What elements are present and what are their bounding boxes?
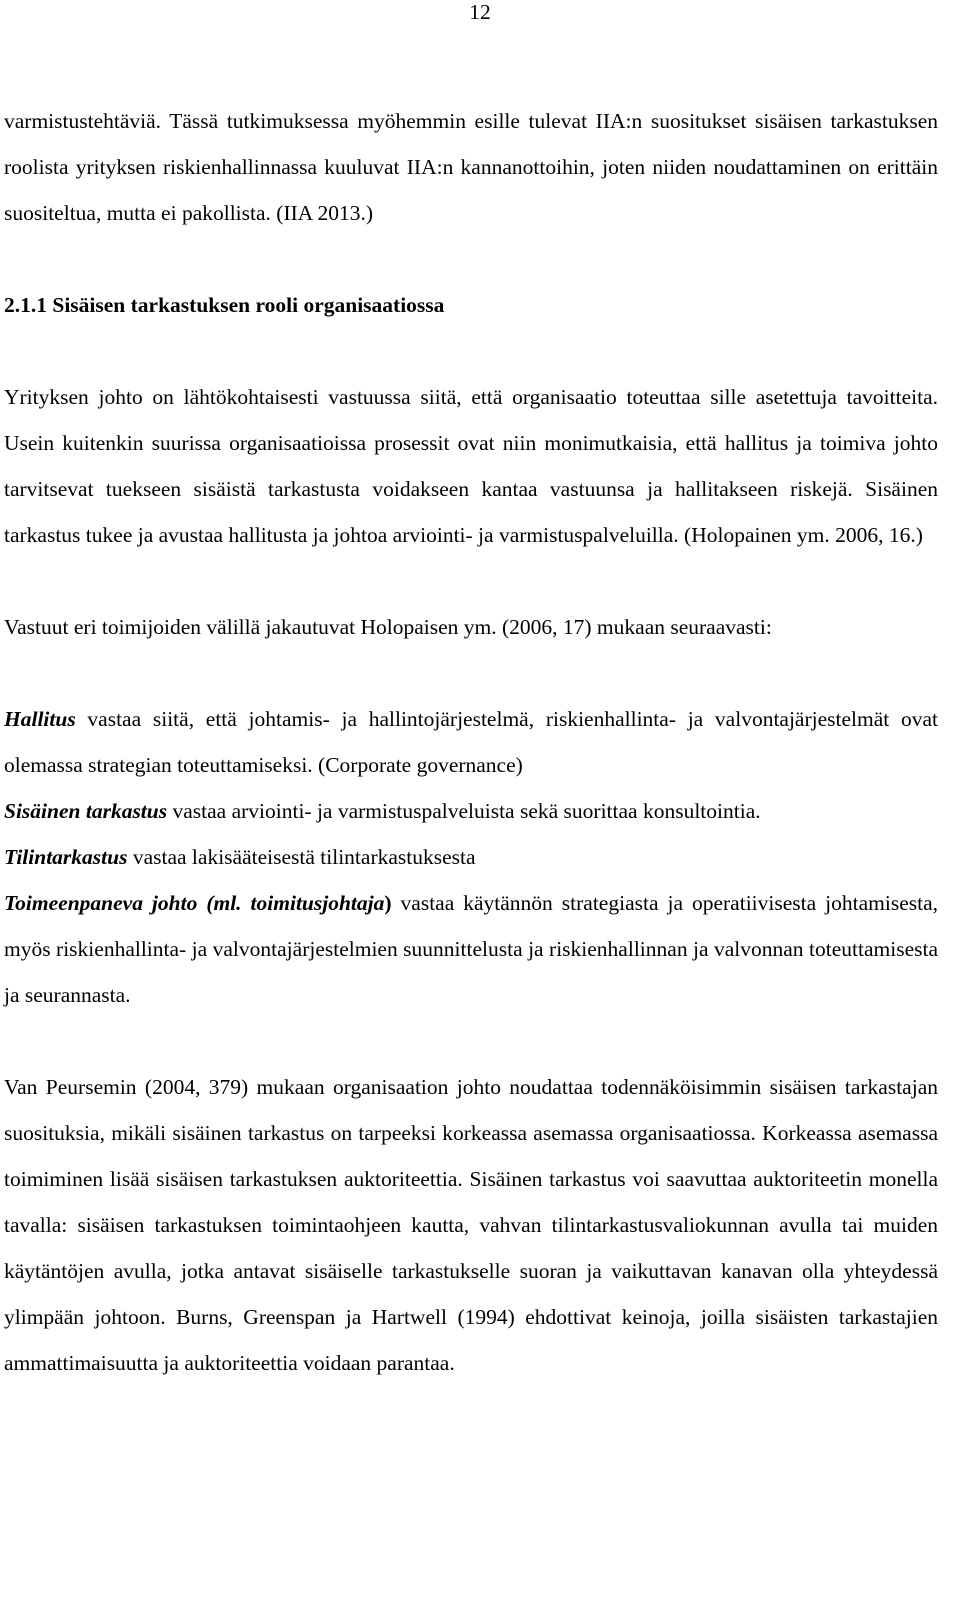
role-name-board: Hallitus	[4, 707, 76, 731]
role-text-external-audit: vastaa lakisääteisestä tilintarkastuksesta	[127, 845, 476, 869]
role-executive-management	[4, 880, 938, 1018]
role-internal-audit	[4, 788, 938, 834]
role-name-executive-management: Toimeenpaneva johto (ml.	[4, 891, 251, 915]
role-external-audit	[4, 834, 938, 880]
role-text-executive-management: vastaa käytännön strategiasta ja operatiivisesta johtamisesta, myös riskienhallinta- ja valvontajärjestelmien suunnittelusta ja riskienhallinnan ja valvonnan toteuttamisesta ja seurannasta.	[4, 891, 939, 1007]
section-heading: 2.1.1 Sisäisen tarkastuksen rooli organisaatiossa	[4, 293, 445, 317]
closing-paragraph: Van Peursemin (2004, 379) mukaan organisaation johto noudattaa todennäköisimmin sisäisen tarkastajan suosituksia, mikäli sisäinen tarkastus on tarpeeksi korkeassa asemassa organisaatiossa. Korkeassa asemassa toimiminen lisää sisäisen tarkastuksen auktoriteettia. Sisäinen tarkastus voi saavuttaa auktoriteetin monella tavalla: sisäisen tarkastuksen toimintaohjeen kautta, vahvan tilintarkastusvaliokunnan avulla tai muiden käytäntöjen avulla, jotka antavat sisäiselle tarkastukselle suoran ja vaikuttavan kanavan olla yhteydessä ylimpään johtoon. Burns, Greenspan ja Hartwell (1994) ehdottivat keinoja, joilla sisäisten tarkastajien ammattimaisuutta ja auktoriteettia voidaan parantaa.	[4, 1075, 938, 1375]
responsibilities-intro-paragraph: Vastuut eri toimijoiden välillä jakautuvat Holopaisen ym. (2006, 17) mukaan seuraavasti:	[4, 615, 772, 639]
role-text-board: vastaa siitä, että johtamis- ja hallintojärjestelmä, riskienhallinta- ja valvontajärjestelmät ovat olemassa strategian toteuttamiseksi. (Corporate governance)	[4, 707, 938, 777]
intro-paragraph: varmistustehtäviä. Tässä tutkimuksessa myöhemmin esille tulevat IIA:n suositukset sisäisen tarkastuksen roolista yrityksen riskienhallinnassa kuuluvat IIA:n kannanottoihin, joten niiden noudattaminen on erittäin suositeltua, mutta ei pakollista. (IIA 2013.)	[4, 109, 938, 225]
role-text-internal-audit: vastaa arviointi- ja varmistuspalveluista sekä suorittaa konsultointia.	[167, 799, 761, 823]
role-intro-paragraph: Yrityksen johto on lähtökohtaisesti vastuussa siitä, että organisaatio toteuttaa sille asetettuja tavoitteita. Usein kuitenkin suurissa organisaatioissa prosessit ovat niin monimutkaisia, että hallitus ja toimiva johto tarvitsevat tuekseen sisäistä tarkastusta voidakseen kantaa vastuunsa ja hallitakseen riskejä. Sisäinen tarkastus tukee ja avustaa hallitusta ja johtoa arviointi- ja varmistuspalveluilla. (Holopainen ym. 2006, 16.)	[4, 385, 938, 547]
role-board	[4, 696, 938, 788]
document-body	[4, 98, 938, 1386]
role-name-close-paren: )	[384, 891, 392, 915]
page-number: 12	[469, 0, 491, 24]
role-name-external-audit: Tilintarkastus	[4, 845, 128, 869]
role-name-internal-audit: Sisäinen tarkastus	[4, 799, 168, 823]
role-name-ceo: toimitusjohtaja	[250, 891, 385, 915]
